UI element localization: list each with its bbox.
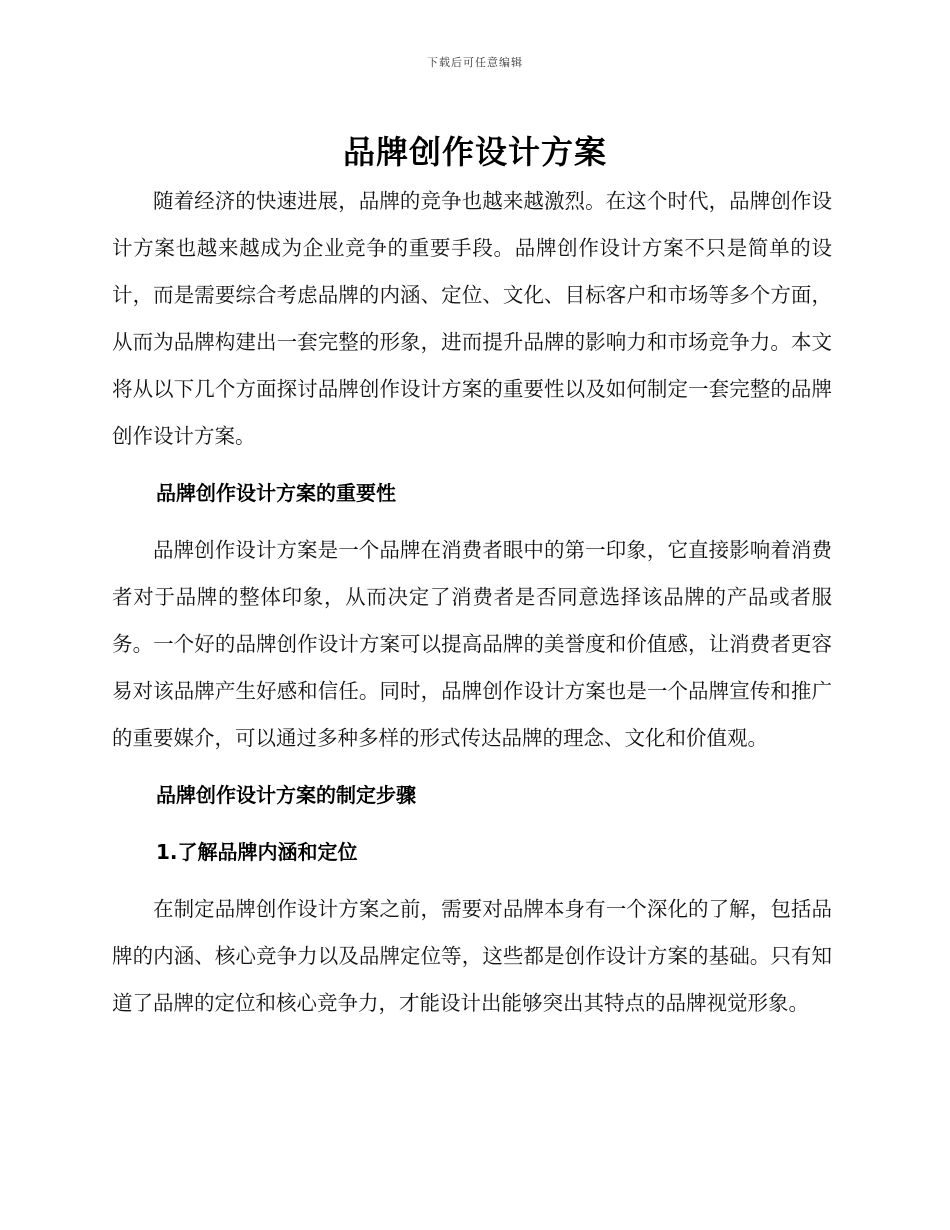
- heading-step-1: 1.了解品牌内涵和定位: [156, 840, 358, 864]
- heading-importance: 品牌创作设计方案的重要性: [156, 481, 396, 505]
- document-body: [112, 178, 832, 1027]
- header-note: 下载后可任意编辑: [427, 56, 523, 69]
- document-title: 品牌创作设计方案: [342, 133, 607, 171]
- intro-paragraph: 随着经济的快速进展，品牌的竞争也越来越激烈。在这个时代，品牌创作设计方案也越来越成为企业竞争的重要手段。品牌创作设计方案不只是简单的设计，而是需要综合考虑品牌的内涵、定位、文化、目标客户和市场等多个方面，从而为品牌构建出一套完整的形象，进而提升品牌的影响力和市场竞争力。本文将从以下几个方面探讨品牌创作设计方案的重要性以及如何制定一套完整的品牌创作设计方案。: [112, 189, 832, 448]
- heading-steps: 品牌创作设计方案的制定步骤: [156, 783, 416, 807]
- step-1-paragraph: 在制定品牌创作设计方案之前，需要对品牌本身有一个深化的了解，包括品牌的内涵、核心竞争力以及品牌定位等，这些都是创作设计方案的基础。只有知道了品牌的定位和核心竞争力，才能设计出能够突出其特点的品牌视觉形象。: [112, 897, 832, 1015]
- importance-paragraph: 品牌创作设计方案是一个品牌在消费者眼中的第一印象，它直接影响着消费者对于品牌的整体印象，从而决定了消费者是否同意选择该品牌的产品或者服务。一个好的品牌创作设计方案可以提高品牌的美誉度和价值感，让消费者更容易对该品牌产生好感和信任。同时，品牌创作设计方案也是一个品牌宣传和推广的重要媒介，可以通过多种多样的形式传达品牌的理念、文化和价值观。: [112, 538, 832, 750]
